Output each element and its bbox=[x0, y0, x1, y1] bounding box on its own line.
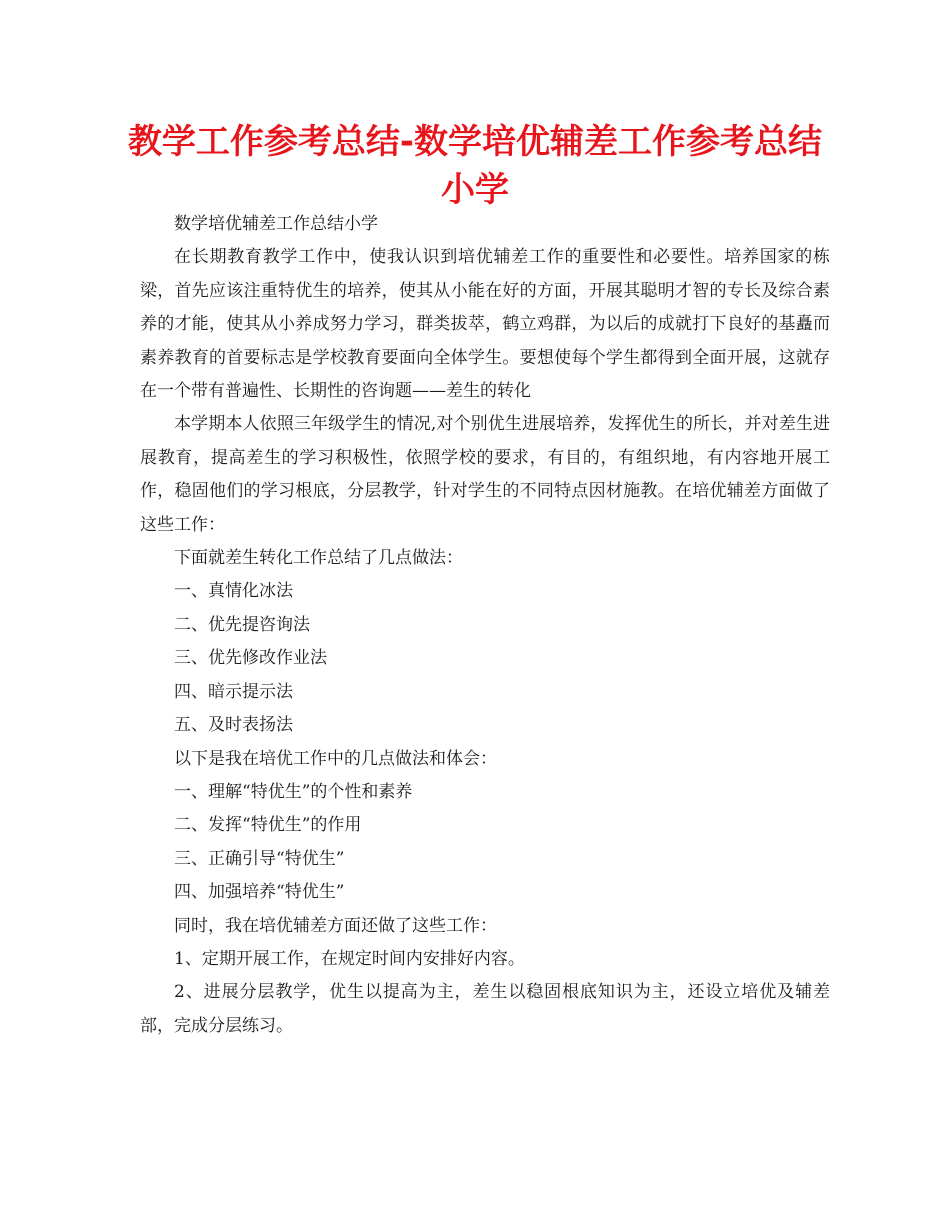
list-item: 四、加强培养“特优生” bbox=[174, 882, 345, 903]
document-body bbox=[140, 208, 830, 1043]
list-item: 二、发挥“特优生”的作用 bbox=[174, 815, 362, 836]
document-title: 教学工作参考总结-数学培优辅差工作参考总结小学 bbox=[127, 122, 823, 210]
list-item: 2、进展分层教学，优生以提高为主，差生以稳固根底知识为主，还设立培优及辅差部，完成分层练习。 bbox=[140, 982, 830, 1036]
paragraph-semester: 本学期本人依照三年级学生的情况,对个别优生进展培养，发挥优生的所长，并对差生进展教育，提高差生的学习积极性，依照学校的要求，有目的，有组织地，有内容地开展工作，稳固他们的学习根底，分层教学，针对学生的不同特点因材施教。在培优辅差方面做了这些工作： bbox=[140, 414, 830, 535]
list-item: 四、暗示提示法 bbox=[174, 681, 293, 702]
paragraph-also-heading: 同时，我在培优辅差方面还做了这些工作： bbox=[174, 915, 497, 936]
paragraph-methods-heading: 下面就差生转化工作总结了几点做法： bbox=[174, 548, 463, 569]
paragraph-subtitle: 数学培优辅差工作总结小学 bbox=[174, 214, 378, 234]
paragraph-excellent-heading: 以下是我在培优工作中的几点做法和体会： bbox=[174, 748, 497, 769]
list-item: 五、及时表扬法 bbox=[174, 715, 293, 736]
list-item: 二、优先提咨询法 bbox=[174, 614, 310, 635]
list-item: 一、理解“特优生”的个性和素养 bbox=[174, 781, 413, 802]
list-item: 三、正确引导“特优生” bbox=[174, 848, 345, 869]
list-item: 1、定期开展工作，在规定时间内安排好内容。 bbox=[174, 948, 525, 969]
list-item: 三、优先修改作业法 bbox=[174, 648, 327, 669]
list-item: 一、真情化冰法 bbox=[174, 581, 293, 602]
paragraph-intro: 在长期教育教学工作中，使我认识到培优辅差工作的重要性和必要性。培养国家的栋梁，首先应该注重特优生的培养，使其从小能在好的方面，开展其聪明才智的专长及综合素养的才能，使其从小养成努力学习，群类拔萃，鹤立鸡群，为以后的成就打下良好的基矗而素养教育的首要标志是学校教育要面向全体学生。要想使每个学生都得到全面开展，这就存在一个带有普遍性、长期性的咨询题——差生的转化 bbox=[140, 247, 830, 402]
